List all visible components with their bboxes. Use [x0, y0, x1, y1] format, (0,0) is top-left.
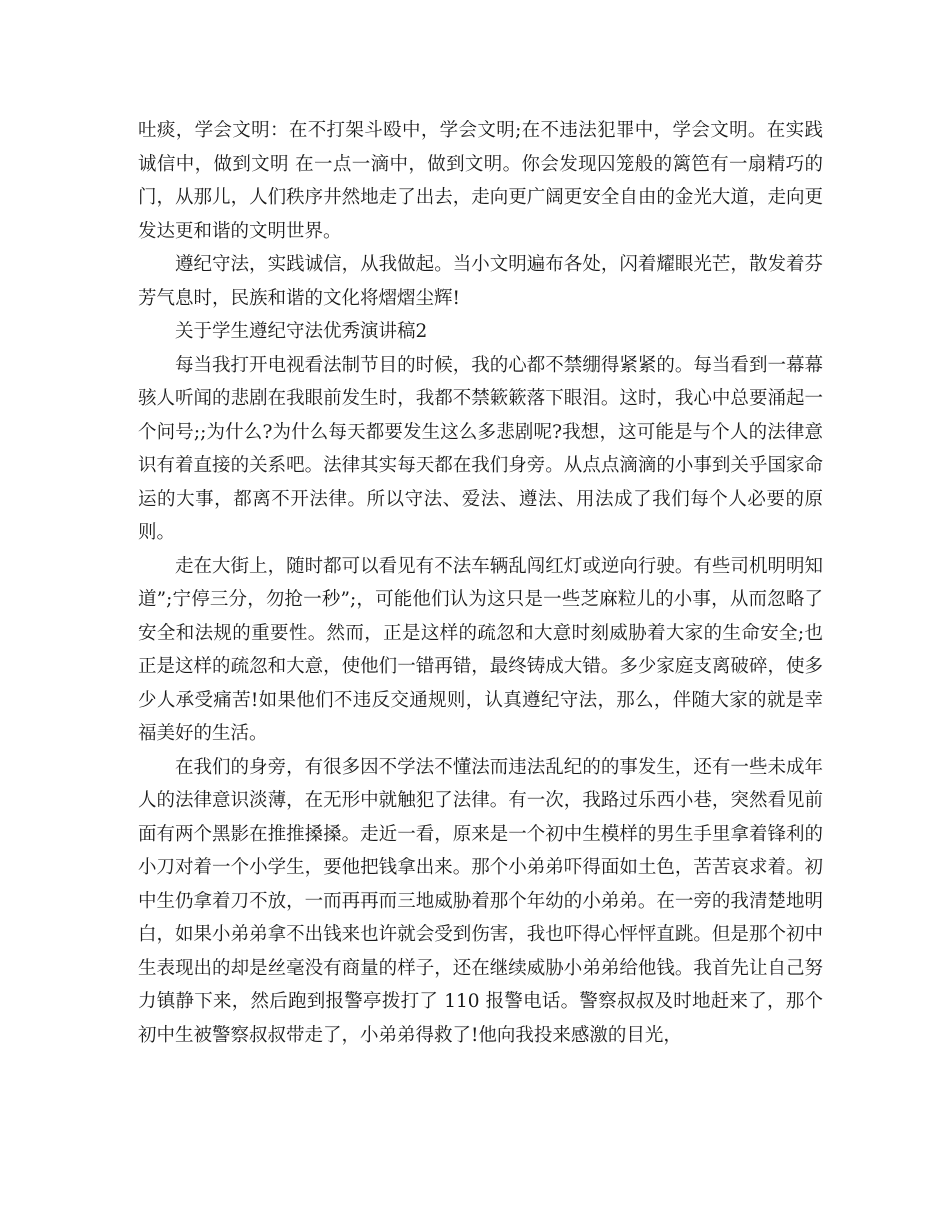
paragraph: 走在大街上，随时都可以看见有不法车辆乱闯红灯或逆向行驶。有些司机明明知道”;宁停三分，勿抢一秒”;，可能他们认为这只是一些芝麻粒儿的小事，从而忽略了安全和法规的重要性。然而，正是这样的疏忽和大意时刻威胁着大家的生命安全;也正是这样的疏忽和大意，使他们一错再错，最终铸成大错。多少家庭支离破碎，使多少人承受痛苦!如果他们不违反交通规则，认真遵纪守法，那么，伴随大家的就是幸福美好的生活。	[138, 555, 823, 744]
document-body	[138, 114, 823, 1052]
section-heading: 关于学生遵纪守法优秀演讲稿2	[175, 321, 428, 342]
paragraph: 遵纪守法，实践诚信，从我做起。当小文明遍布各处，闪着耀眼光芒，散发着芬芳气息时，民族和谐的文化将熠熠尘辉!	[138, 254, 823, 309]
paragraph: 在我们的身旁，有很多因不学法不懂法而违法乱纪的的事发生，还有一些未成年人的法律意识淡薄，在无形中就触犯了法律。有一次，我路过乐西小巷，突然看见前面有两个黑影在推推搡搡。走近一看，原来是一个初中生模样的男生手里拿着锋利的小刀对着一个小学生，要他把钱拿出来。那个小弟弟吓得面如土色，苦苦哀求着。初中生仍拿着刀不放，一而再再而三地威胁着那个年幼的小弟弟。在一旁的我清楚地明白，如果小弟弟拿不出钱来也许就会受到伤害，我也吓得心怦怦直跳。但是那个初中生表现出的却是丝毫没有商量的样子，还在继续威胁小弟弟给他钱。我首先让自己努力镇静下来，然后跑到报警亭拨打了 110 报警电话。警察叔叔及时地赶来了，那个初中生被警察叔叔带走了，小弟弟得救了!他向我投来感激的目光，	[138, 756, 823, 1046]
paragraph-continuation: 吐痰，学会文明：在不打架斗殴中，学会文明;在不违法犯罪中，学会文明。在实践诚信中，做到文明 在一点一滴中，做到文明。你会发现囚笼般的篱笆有一扇精巧的门，从那儿，人们秩序井然地走了出去，走向更广阔更安全自由的金光大道，走向更发达更和谐的文明世界。	[138, 120, 823, 242]
paragraph: 每当我打开电视看法制节目的时候，我的心都不禁绷得紧紧的。每当看到一幕幕骇人听闻的悲剧在我眼前发生时，我都不禁簌簌落下眼泪。这时，我心中总要涌起一个问号;;为什么?为什么每天都要发生这么多悲剧呢?我想，这可能是与个人的法律意识有着直接的关系吧。法律其实每天都在我们身旁。从点点滴滴的小事到关乎国家命运的大事，都离不开法律。所以守法、爱法、遵法、用法成了我们每个人必要的原则。	[138, 354, 823, 543]
